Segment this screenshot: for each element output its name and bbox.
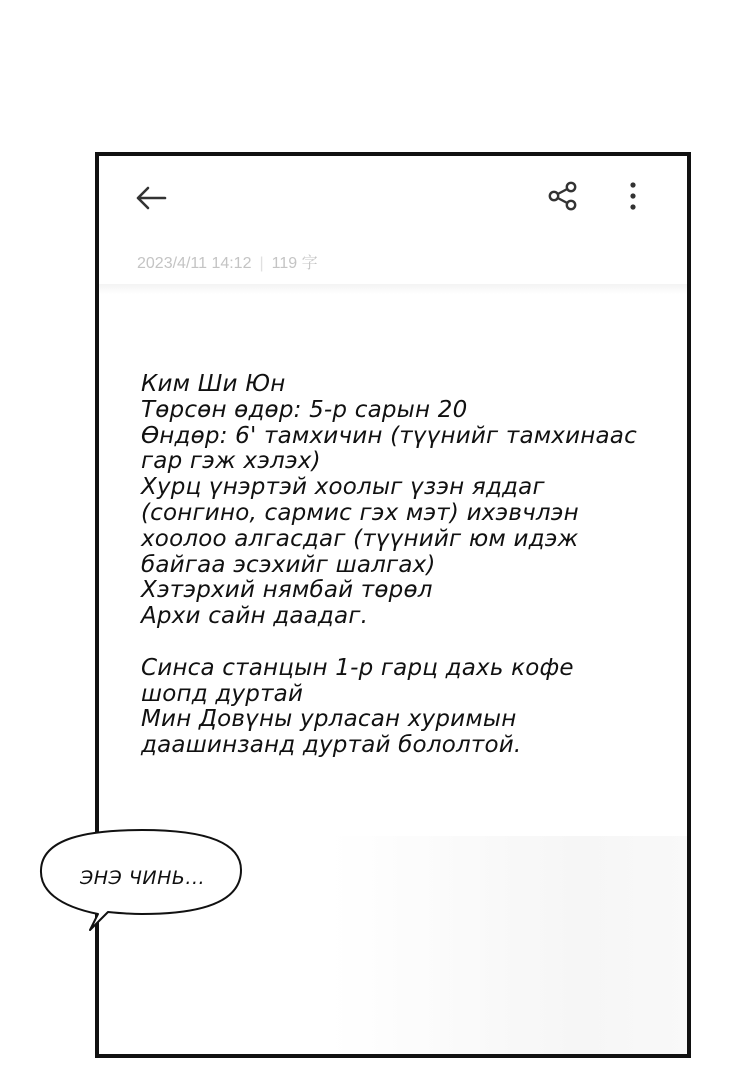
note-line: шопд дуртай <box>141 680 304 707</box>
more-vertical-icon <box>628 181 638 211</box>
note-line: Архи сайн даадаг. <box>141 603 369 630</box>
note-body[interactable] <box>141 372 661 759</box>
more-options-button[interactable] <box>611 174 655 218</box>
note-toolbar <box>99 156 687 236</box>
note-char-count: 119 字 <box>271 255 318 272</box>
note-line: гар гэж хэлэх) <box>141 448 321 475</box>
note-line: (сонгино, сармис гэх мэт) ихэвчлэн <box>141 499 579 526</box>
note-line: байгаа эсэхийг шалгах) <box>141 551 436 578</box>
note-line: даашинзанд дуртай бололтой. <box>141 732 522 759</box>
meta-separator: | <box>259 255 264 272</box>
note-meta <box>137 250 318 273</box>
background-shade <box>329 836 689 1054</box>
note-line: Өндөр: 6' тамхичин (түүнийг тамхинаас <box>141 422 637 449</box>
note-line: Хэтэрхий нямбай төрөл <box>141 577 433 604</box>
note-line: Синса станцын 1-р гарц дахь кофе <box>141 654 574 681</box>
speech-bubble <box>38 802 244 940</box>
note-blank-line <box>141 630 661 656</box>
note-line: Мин Довүны урласан хуримын <box>141 706 517 733</box>
back-button[interactable] <box>129 176 173 220</box>
arrow-left-icon <box>134 185 168 211</box>
note-line: хоолоо алгасдаг (түүнийг юм идэж <box>141 525 579 552</box>
share-button[interactable] <box>541 174 585 218</box>
note-line: Төрсөн өдөр: 5-р сарын 20 <box>141 396 468 423</box>
note-timestamp: 2023/4/11 14:12 <box>137 255 252 272</box>
header-divider <box>99 284 687 294</box>
note-line: Ким Ши Юн <box>141 371 286 397</box>
note-line: Хурц үнэртэй хоолыг үзэн яддаг <box>141 474 545 501</box>
share-icon <box>547 181 579 211</box>
speech-bubble-text: ЭНЭ ЧИНЬ... <box>80 867 206 889</box>
